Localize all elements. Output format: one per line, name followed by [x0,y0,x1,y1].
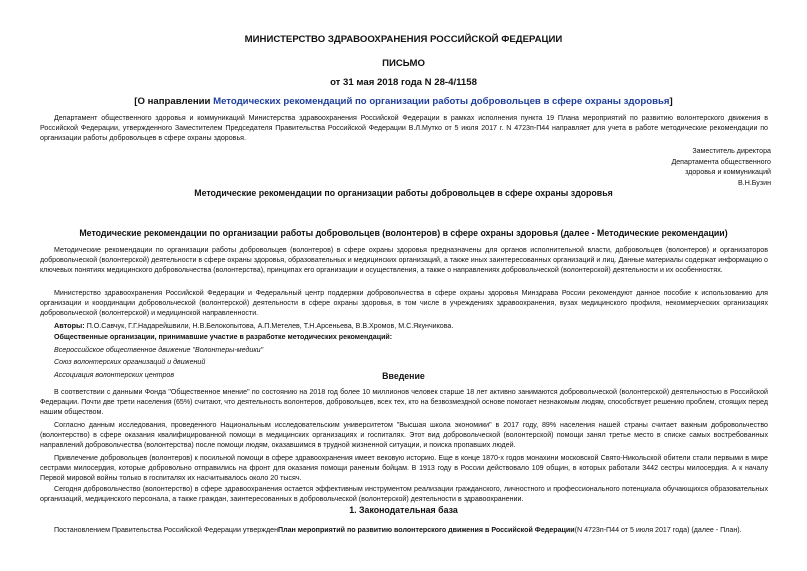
document-subject [0,96,807,107]
intro-heading: Введение [382,371,425,381]
orgs-header: Общественные организации, принимавшие участие в разработке методических рекомендаций: [54,333,393,341]
body-paragraph-1: Методические рекомендации по организации работы добровольцев (волонтеров) в сфере охраны здоровья предназначены для органов исполнительной власти, добровольцев (волонтеров) и организаторов добровольческой (волонтерской) деятельности в сфере охраны здоровья, образовательных и медицинских организаций, а также иных заинтересованных организаций и лиц. Данные материалы содержат информацию о ключевых понятиях медицинского добровольчества (волонтерства), принципах его организации и осуществления, а также о направлениях добровольческой (волонтерской) деятельности и их особенностях. [40,246,768,275]
authors-label: Авторы: [54,321,85,330]
org-item: Союз волонтерских организаций и движений [54,358,206,367]
intro-paragraph-1: В соответствии с данными Фонда "Общественное мнение" по состоянию на 2018 год более 10 миллионов человек старше 18 лет активно занимаются добровольческой (волонтерской) деятельностью в Российской Федерации. Почти две трети населения (65%) считают, что деятельность волонтеров, добровольцев, всех тех, кто на безвозмездной основе помогает незнакомым людям, способствует решению проблем, стоящих перед нашим обществом. [40,388,768,417]
document-type: ПИСЬМО [382,58,425,69]
intro-paragraph: Департамент общественного здоровья и коммуникаций Министерства здравоохранения Российской Федерации в рамках исполнения пункта 19 Плана мероприятий по развитию волонтерского движения в Российской Федерации, утвержденного Заместителем Председателя Правительства Российской Федерации В.Л.Мутко от 5 июля 2017 г. N 4723п-П44 направляет для учета в работе методические рекомендации по организации работы добровольцев в сфере охраны здоровья. [40,114,768,143]
signature-line-1: Заместитель директора [692,147,771,155]
ministry-title: МИНИСТЕРСТВО ЗДРАВООХРАНЕНИЯ РОССИЙСКОЙ ФЕДЕРАЦИИ [244,34,563,45]
intro-paragraph-3: Привлечение добровольцев (волонтеров) к посильной помощи в сфере здравоохранения имеет вековую историю. Еще в конце 1870-х годов монахини московской Свято-Никольской обители стали первыми в мире сестрами милосердия, которые добровольно отправились на фронт для оказания помощи раненым бойцам. В 1913 году в России действовало 109 общин, в которых работали 3442 сестры милосердия. А к началу Первой мировой войны только в госпиталях их насчитывалось около 20 тысяч. [40,454,768,483]
signature-line-3: здоровья и коммуникаций [685,168,771,176]
section-1-heading: 1. Законодательная база [349,505,458,515]
legal-basis-post: (N 4723п-П44 от 5 июля 2017 года) (далее - План). [574,526,742,534]
subject-open-bracket: [О направлении [134,96,214,107]
signature-block [671,146,771,188]
document-date-number: от 31 мая 2018 года N 28-4/1158 [330,77,477,88]
subject-close-bracket: ] [669,96,673,107]
intro-paragraph-4: Сегодня добровольчество (волонтерство) в сфере здравоохранения остается эффективным инструментом реализации гражданского, личностного и профессионального потенциала обучающихся образовательных организаций, медицинского персонала, а также граждан, заинтересованных в добровольческой (волонтерской) деятельности в здравоохранении. [40,485,768,504]
doc-heading: Методические рекомендации по организации работы добровольцев в сфере охраны здоровья [194,188,613,198]
authors-line [54,321,453,332]
legal-basis-plan: План мероприятий по развитию волонтерского движения в Российской Федерации [278,526,575,534]
body-paragraph-2: Министерство здравоохранения Российской Федерации и Федеральный центр поддержки добровольчества в сфере охраны здоровья Минздрава России рекомендуют данное пособие к использованию для организации и координации добровольческой (волонтерской) деятельности в сфере охраны здоровья, в том числе в учреждениях здравоохранения, вузах медицинского профиля, некоммерческих организациях добровольческой (волонтерской) и медицинской направленности. [40,289,768,318]
subject-link[interactable]: Методических рекомендаций по организации работы добровольцев в сфере охраны здоровья [213,96,670,107]
legal-basis-pre: Постановлением Правительства Российской Федерации утвержден [54,526,278,534]
signature-line-4: В.Н.Бузин [738,178,771,187]
authors-names: П.О.Савчук, Г.Г.Надарейшвили, Н.В.Белокопытова, А.П.Метелев, Т.Н.Арсеньева, В.В.Хромов, М.С.Якунчикова. [84,322,454,330]
main-heading: Методические рекомендации по организации работы добровольцев (волонтеров) в сфере охраны здоровья (далее - Методические рекомендации) [79,228,728,238]
intro-paragraph-2: Согласно данным исследования, проведенного Национальным исследовательским университетом "Высшая школа экономики" в 2017 году, 89% населения нашей страны считает важным добровольчество (волонтерство) в сфере оказания квалифицированной помощи в медицинских организациях и госпиталях. Этот вид добровольческой (волонтерской) помощи занял третье место в списке самых востребованных направлений добровольчества (волонтерства) после помощи людям, оказавшимся в трудной жизненной ситуации, и поиска пропавших людей. [40,421,768,450]
org-item: Всероссийское общественное движение "Волонтеры-медики" [54,345,264,354]
signature-line-2: Департамента общественного [671,157,771,166]
org-item: Ассоциация волонтерских центров [54,370,175,379]
legal-basis-paragraph [40,525,768,535]
